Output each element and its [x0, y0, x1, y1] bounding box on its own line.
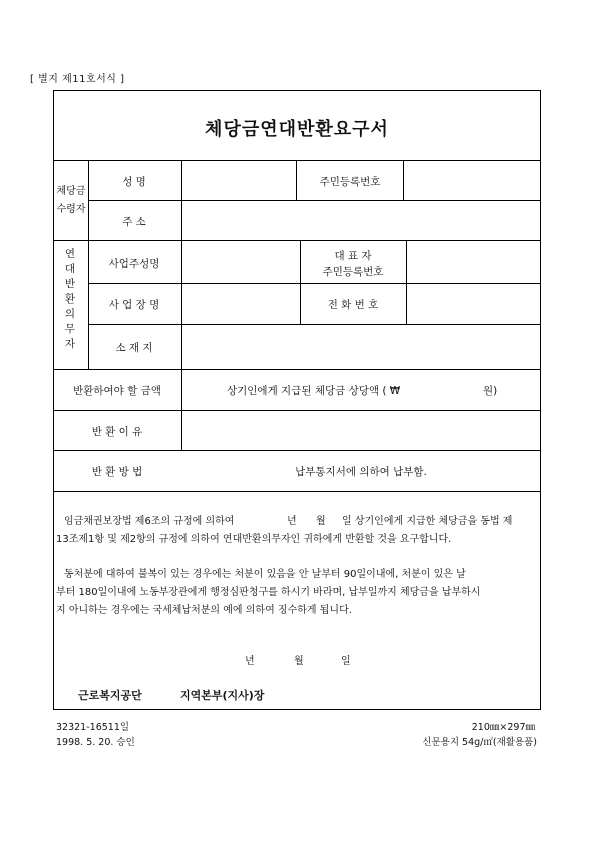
recipient-group-label: 체당금 — [56, 186, 86, 197]
name-label: 성 명 — [122, 176, 146, 188]
body-text: 지 아니하는 경우에는 국세체납처분의 예에 의하여 징수하게 됩니다. — [56, 605, 352, 616]
signature-org: 근로복지공단 — [78, 689, 142, 702]
body-text: 부터 180일이내에 노동부장관에게 행정심판청구를 하시기 바라며, 납부일까지 체당금을 납부하시 — [56, 587, 481, 598]
divider — [88, 283, 541, 284]
representative-label: 대 표 자 — [334, 250, 372, 262]
body-text: 임금채권보장법 제6조의 규정에 의하여 — [64, 516, 235, 527]
obligor-label-char: 대 — [64, 263, 76, 275]
footer-paper-type: 신문용지 54g/㎡(재활용품) — [422, 737, 537, 748]
recipient-group-label: 수령자 — [56, 204, 86, 215]
divider — [181, 160, 182, 450]
business-name-label: 사 업 장 명 — [108, 299, 160, 311]
body-text: 일 상기인에게 지급한 체당금을 동법 제 — [342, 516, 513, 527]
divider — [53, 450, 541, 451]
divider — [300, 240, 301, 324]
obligor-label-char: 의 — [64, 308, 76, 320]
body-text: 동처분에 대하여 불복이 있는 경우에는 처분이 있음을 안 날부터 90일이내에, 처분이 있은 날 — [64, 569, 466, 580]
obligor-label-char: 자 — [64, 338, 76, 350]
location-label: 소 재 지 — [115, 342, 153, 354]
divider — [88, 324, 541, 325]
date-month: 월 — [294, 656, 304, 667]
footer-approval-date: 1998. 5. 20. 승인 — [56, 737, 135, 748]
divider — [88, 200, 541, 201]
rrn-label: 주민등록번호 — [319, 176, 381, 188]
date-day: 일 — [341, 656, 351, 667]
body-month: 월 — [316, 516, 326, 527]
phone-label: 전 화 번 호 — [327, 299, 379, 311]
representative-rrn-label: 주민등록번호 — [322, 266, 384, 278]
obligor-label-char: 반 — [64, 278, 76, 290]
method-label: 반 환 방 법 — [91, 466, 143, 478]
amount-value-text: 상기인에게 지급된 체당금 상당액 ( ₩ — [227, 385, 401, 397]
footer-form-code: 32321-16511일 — [56, 722, 130, 733]
footer-paper-size: 210㎜×297㎜ — [471, 722, 535, 733]
document-title: 체당금연대반환요구서 — [205, 119, 389, 140]
divider — [53, 410, 541, 411]
obligor-label-char: 연 — [64, 248, 76, 260]
obligor-label-char: 환 — [64, 293, 76, 305]
amount-label: 반환하여야 할 금액 — [73, 385, 161, 397]
obligor-group-label — [62, 247, 78, 352]
amount-unit: 원) — [483, 385, 498, 397]
divider — [53, 369, 541, 370]
reason-label: 반 환 이 유 — [91, 426, 143, 438]
date-year: 년 — [245, 656, 255, 667]
method-value: 납부통지서에 의하여 납부함. — [295, 466, 427, 478]
divider — [53, 240, 541, 241]
body-text: 13조제1항 및 제2항의 규정에 의하여 연대반환의무자인 귀하에게 반환할 것을 요구합니다. — [56, 534, 452, 545]
divider — [406, 240, 407, 324]
body-year: 년 — [287, 516, 297, 527]
obligor-label-char: 무 — [64, 323, 76, 335]
divider — [296, 160, 297, 200]
address-label: 주 소 — [122, 216, 146, 228]
divider — [88, 160, 89, 369]
form-number-label: [ 별지 제11호서식 ] — [30, 74, 125, 85]
divider — [53, 491, 541, 492]
divider — [53, 160, 541, 161]
owner-name-label: 사업주성명 — [108, 258, 160, 270]
divider — [403, 160, 404, 200]
signature-title: 지역본부(지사)장 — [180, 689, 265, 702]
